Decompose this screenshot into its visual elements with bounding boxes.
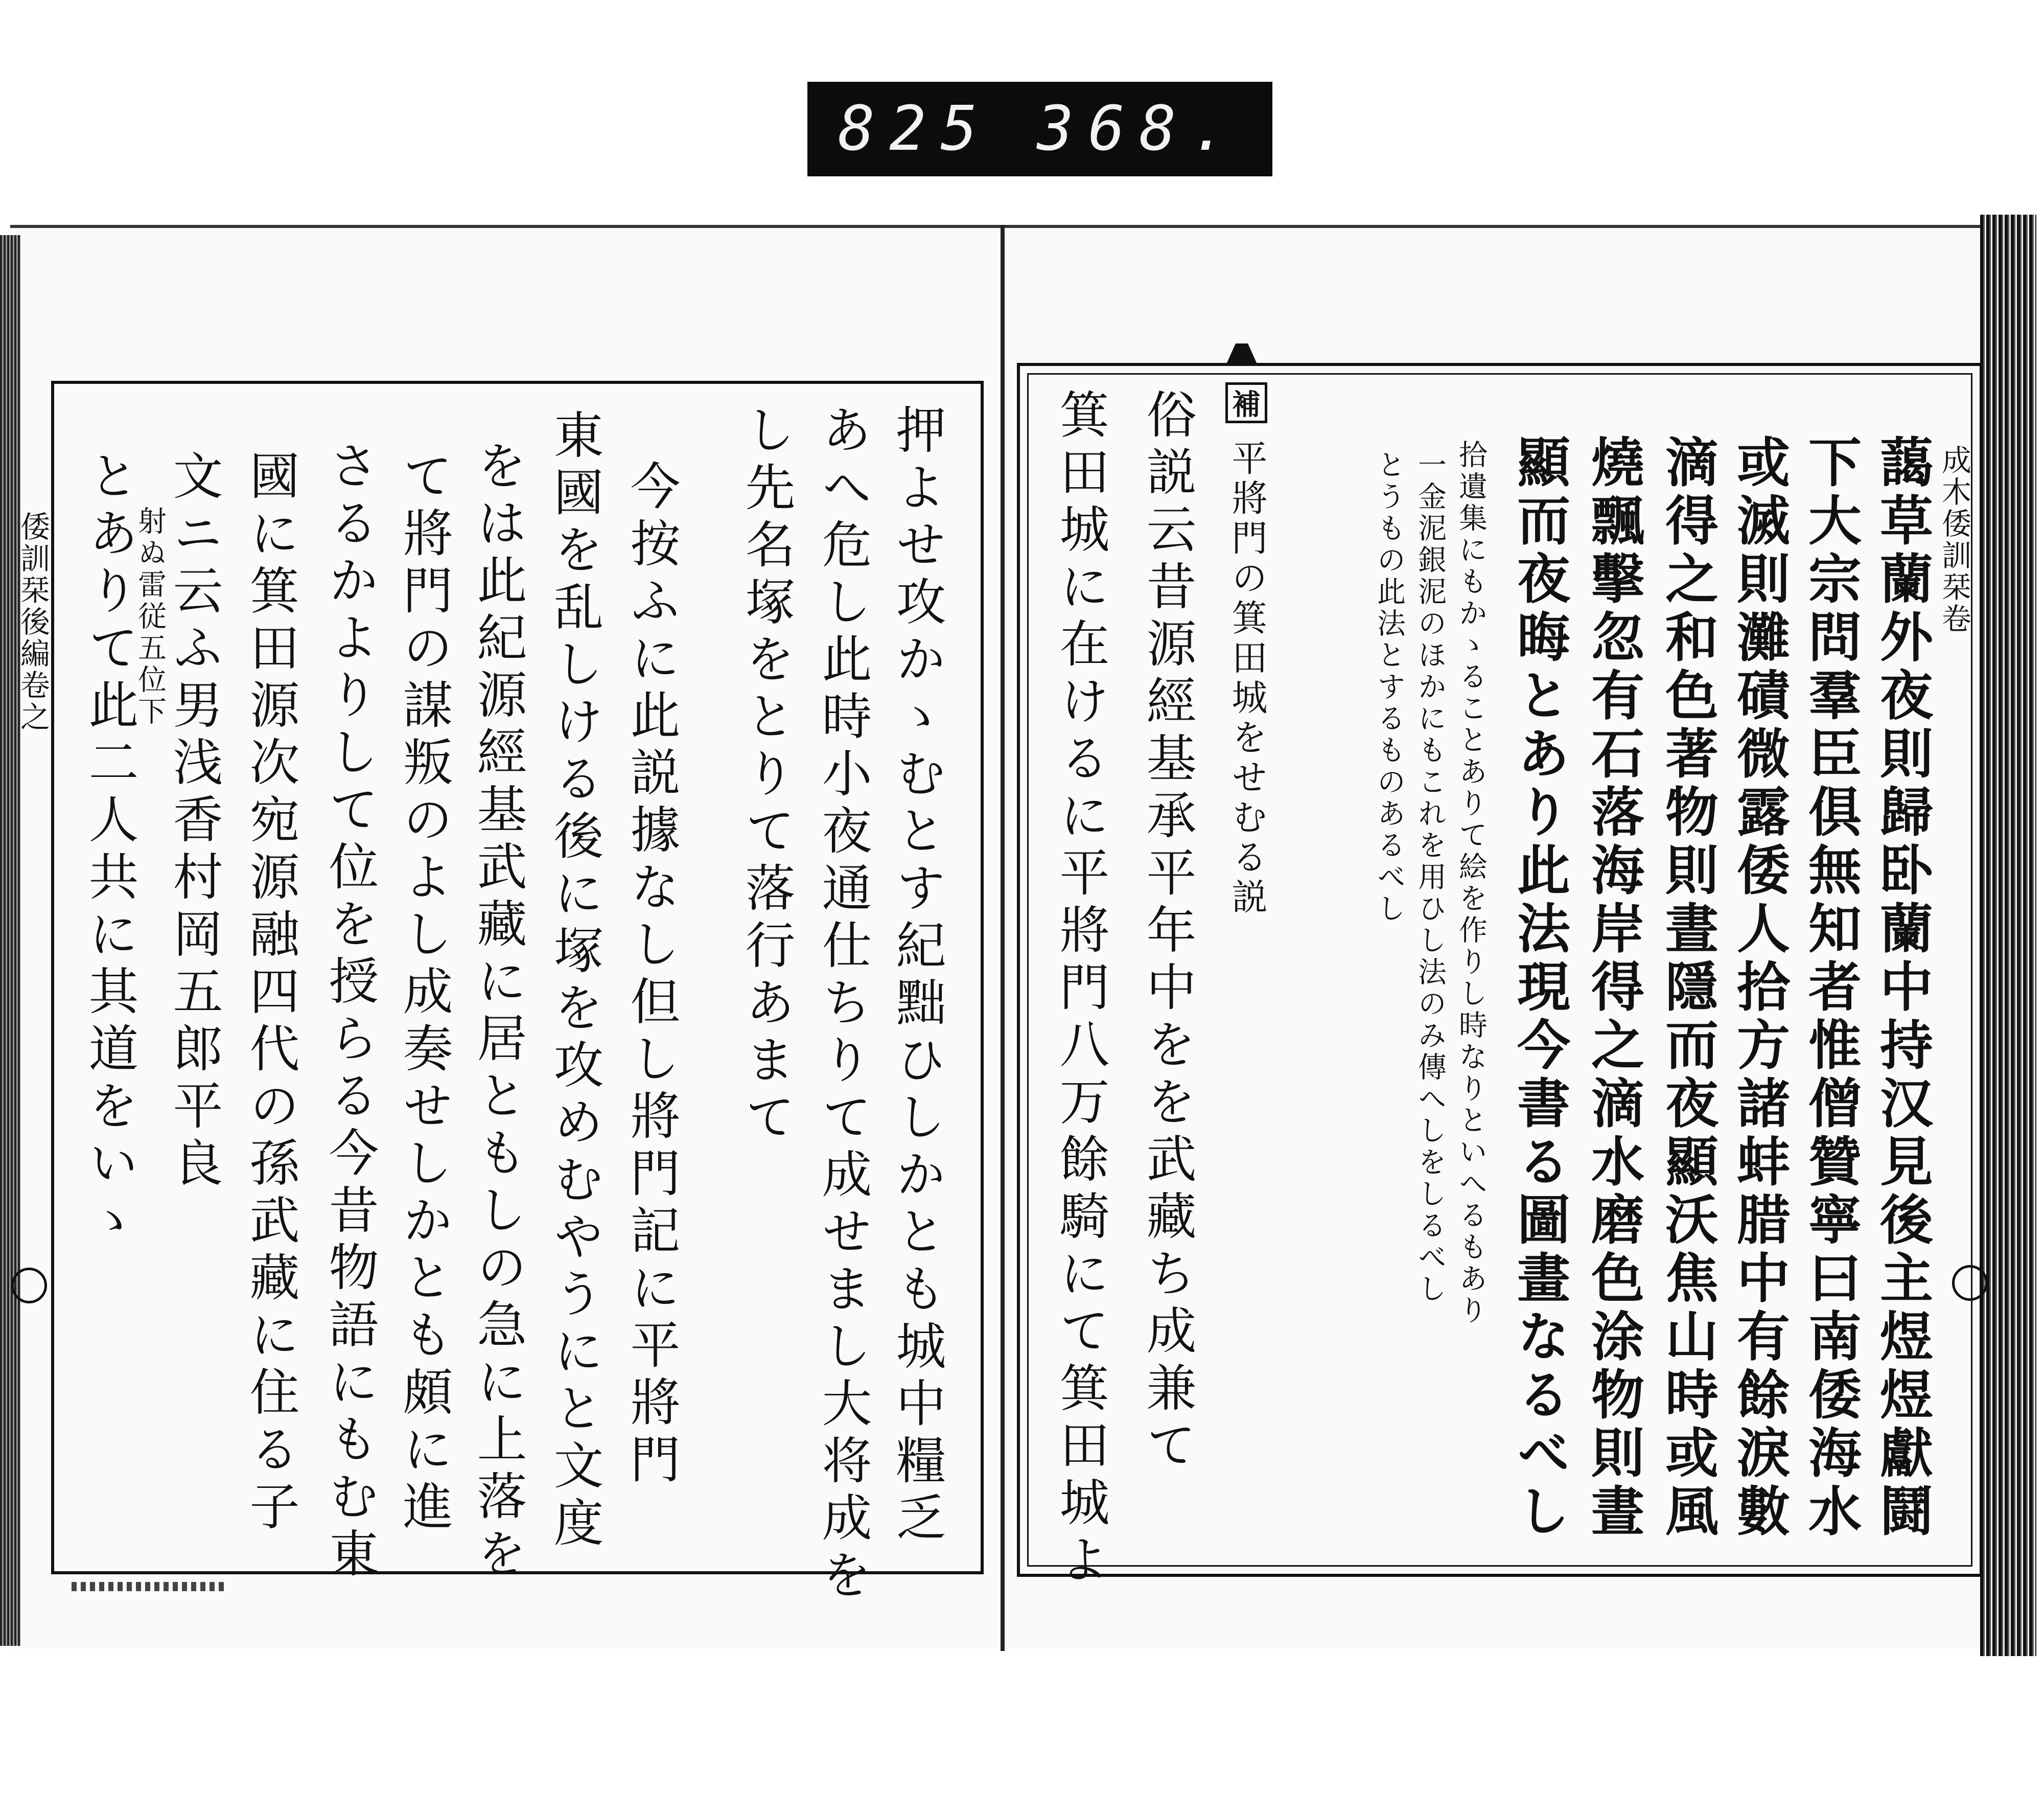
film-number-label xyxy=(807,82,1272,176)
right-column-9: とうもの此法とするものあるべし xyxy=(1373,450,1406,925)
left-column-4: 今按ふに此説據なし但し將門記に平將門 xyxy=(622,460,680,1490)
left-column-1: 押よせ攻かゝむとす紀黜ひしかとも城中糧乏 xyxy=(888,404,946,1549)
left-column-12: とありて此二人共に其道をいゝ xyxy=(80,450,138,1251)
right-column-6: 顯而夜晦とあり此法現今書る圖畫なるべし xyxy=(1508,434,1571,1542)
left-margin-title: 倭訓栞後編卷之 xyxy=(15,511,50,733)
right-column-8: 一金泥銀泥のほかにもこれを用ひし法のみ傳へしをしるべし xyxy=(1413,450,1447,1305)
right-margin-title: 成木倭訓栞卷 xyxy=(1937,445,1971,635)
left-column-5: 東國を乱しける後に塚を攻めむやうにと文度 xyxy=(545,409,603,1554)
binding-ring-icon xyxy=(1952,1265,1988,1301)
right-column-11: 俗説云昔源經基承平年中をを武藏ち成兼て xyxy=(1138,388,1196,1476)
binding-ring-icon xyxy=(11,1268,47,1303)
left-column-9: 國に箕田源次宛源融四代の孫武藏に住る子 xyxy=(241,450,299,1537)
page-edge-right xyxy=(1980,215,2036,1656)
right-column-1: 藹草蘭外夜則歸卧蘭中持汉見後主煜煜獻鬪 xyxy=(1871,434,1934,1542)
page-edge-left xyxy=(0,235,20,1646)
left-column-2: あへ危し此時小夜通仕ちりて成せまし大将成を xyxy=(814,404,872,1606)
left-column-6: をは此紀源經基武藏に居ともしの急に上落を xyxy=(469,440,527,1585)
right-column-2: 下大宗問羣臣俱無知者惟僧贊寧曰南倭海水 xyxy=(1799,434,1862,1542)
right-column-3: 或滅則灘磧微露倭人拾方諸蚌腊中有餘淚數 xyxy=(1728,434,1791,1542)
left-column-10: 文ニ云ふ男浅香村岡五郎平良 xyxy=(165,450,223,1194)
left-column-8: さるかよりして位を授らる今昔物語にもむ東 xyxy=(320,440,379,1585)
left-column-7: て將門の謀叛のよし成奏せしかとも頗に進 xyxy=(394,450,453,1537)
right-column-12: 箕田城に在けるに平將門八万餘騎にて箕田城よ xyxy=(1051,388,1109,1591)
scan-noise xyxy=(72,1582,225,1591)
right-column-7: 拾遺集にもかゝることありて絵を作りし時なりといへるもあり xyxy=(1454,440,1488,1327)
left-column-11: 射ぬ雷従五位下 xyxy=(133,506,167,728)
film-number-left: 825 xyxy=(838,94,992,165)
book-gutter xyxy=(1001,225,1005,1651)
film-number-right: 368. xyxy=(1037,94,1242,165)
left-column-3: し先名塚をとりて落行あまて xyxy=(737,404,795,1148)
right-column-5: 燒飄擊忽有石落海岸得之滴水磨色涂物則晝 xyxy=(1582,434,1645,1542)
right-column-4: 滴得之和色著物則晝隱而夜顯沃焦山時或風 xyxy=(1656,434,1719,1542)
supplement-marker: 補 xyxy=(1225,382,1267,423)
section-title: 平將門の箕田城をせむる説 xyxy=(1226,440,1268,918)
